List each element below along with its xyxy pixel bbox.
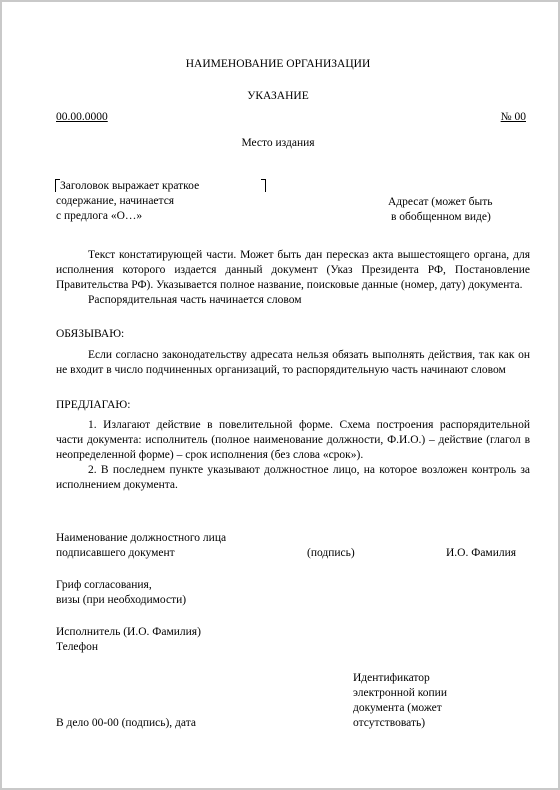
document-date: 00.00.0000 [56,111,108,123]
identifier-line-4: отсутствовать) [353,717,426,729]
addressee-line-2: в обобщенном виде) [391,211,491,223]
signatory-name: И.О. Фамилия [446,547,517,559]
approval-stamp-line-1: Гриф согласования, [56,579,152,591]
conditional-paragraph: Если согласно законодательству адресата нельзя обязать выполнять действия, так как он не входит в число подчиненных организаций, то распорядительную часть начинают словом [56,349,530,376]
addressee-line-1: Адресат (может быть [388,196,493,208]
oblige-word: ОБЯЗЫВАЮ: [56,328,125,340]
propose-word: ПРЕДЛАГАЮ: [56,399,131,411]
directive-item-1: 1. Излагают действие в повелительной форме. Схема построения распорядительной части документа: исполнитель (полное наименование должности, Ф.И.О.) – действие (глагол в неопределенной форме) – срок исполнения (без слова «срок»). [56,419,530,461]
identifier-line-3: документа (может [353,702,442,714]
title-bracket-right [261,179,266,192]
directive-item-2: 2. В последнем пункте указывают должностное лицо, на которое возложен контроль за исполнением документа. [56,464,530,491]
document-number: № 00 [500,111,526,123]
signatory-position-line-1: Наименование должностного лица [56,532,227,544]
signatory-position-line-2: подписавшего документ [56,547,175,559]
stating-paragraph: Текст констатирующей части. Может быть дан пересказ акта вышестоящего органа, для исполнения которого издается данный документ (Указ Президента РФ, Постановление Правительства РФ). Указывается полное название, поисковые данные (номер, дату) документа. [56,249,530,291]
stating-part [56,248,530,308]
title-line-3: с предлога «О…» [56,210,143,222]
document-type: УКАЗАНИЕ [247,90,309,102]
title-line-1: Заголовок выражает краткое [60,180,200,192]
identifier-line-2: электронной копии [353,687,447,699]
directive-items [56,418,530,493]
stating-paragraph-2: Распорядительная часть начинается словом [88,294,302,306]
signature-placeholder: (подпись) [307,547,355,559]
title-line-2: содержание, начинается [56,195,175,207]
executor-name: Исполнитель (И.О. Фамилия) [56,626,201,638]
file-mark: В дело 00-00 (подпись), дата [56,717,196,729]
organization-name: НАИМЕНОВАНИЕ ОРГАНИЗАЦИИ [185,58,371,70]
executor-phone: Телефон [56,641,99,653]
identifier-line-1: Идентификатор [353,672,430,684]
place-of-issue: Место издания [241,137,315,149]
approval-stamp-line-2: визы (при необходимости) [56,594,187,606]
conditional-paragraph-block [56,348,530,378]
